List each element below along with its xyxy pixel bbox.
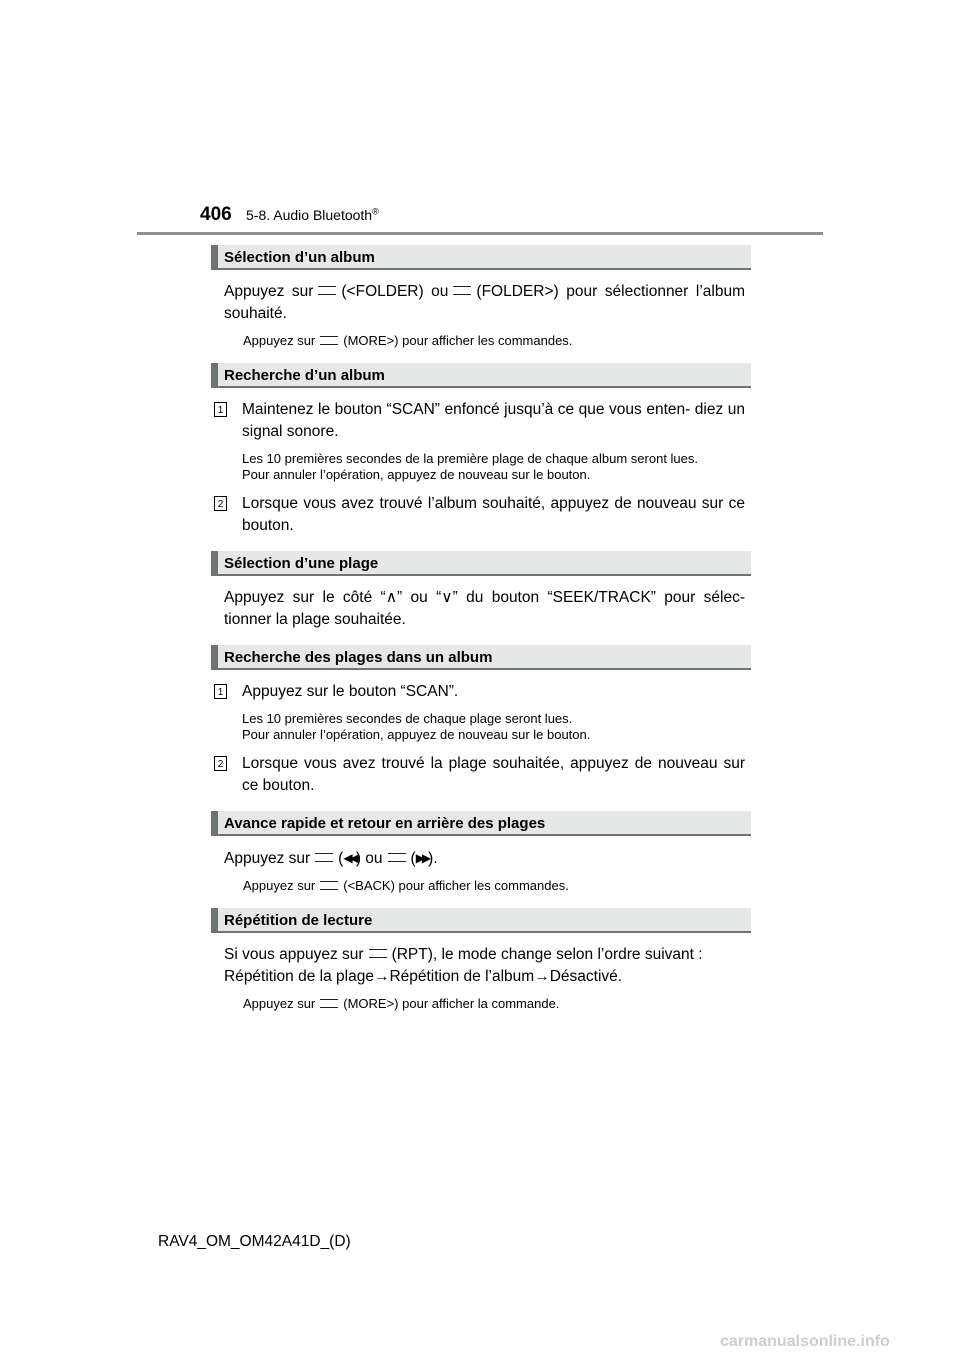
paragraph-track-select: Appuyez sur le côté “∧” ou “∨” du bouton “SEEK/TRACK” pour sélec- tionner la plage souhaitée. <box>224 589 745 628</box>
button-icon <box>318 286 336 295</box>
section-heading-fast-forward: Avance rapide et retour en arrière des plages <box>211 811 751 836</box>
step-text: Maintenez le bouton “SCAN” enfoncé jusqu’à ce que vous enten- diez un signal sonore. <box>242 401 745 440</box>
page-header <box>0 0 960 240</box>
paragraph-fast-forward <box>224 847 745 870</box>
text-span: (<BACK) pour afficher les commandes. <box>343 878 569 893</box>
section-heading-track-search: Recherche des plages dans un album <box>211 645 751 670</box>
step-number: 1 <box>214 402 227 417</box>
step-2 <box>211 493 745 537</box>
button-icon <box>320 336 338 345</box>
section-heading-track-select: Sélection d’une plage <box>211 551 751 576</box>
note-line: Pour annuler l’opération, appuyez de nouveau sur le bouton. <box>242 727 591 742</box>
step-note <box>242 711 745 743</box>
chapter-title <box>246 207 379 223</box>
text-span: ). <box>428 850 438 867</box>
registered-mark: ® <box>372 206 379 217</box>
paragraph-repeat <box>224 944 745 966</box>
step-text: Lorsque vous avez trouvé la plage souhaitée, appuyez de nouveau sur ce bouton. <box>242 755 745 794</box>
button-icon <box>320 999 338 1008</box>
text-span: ( <box>338 850 344 867</box>
page-content <box>211 245 751 1012</box>
step-text: Lorsque vous avez trouvé l’album souhaité, appuyez de nouveau sur ce bouton. <box>242 495 745 534</box>
step-number: 2 <box>214 496 227 511</box>
text-span: Appuyez sur <box>224 283 314 300</box>
button-icon <box>315 853 333 862</box>
note-fast-forward <box>243 878 745 894</box>
step-number: 1 <box>214 684 227 699</box>
step-1 <box>211 681 745 743</box>
text-span: Si vous appuyez sur <box>224 946 364 963</box>
paragraph-repeat-order: Répétition de la plage→Répétition de l’album→Désactivé. <box>224 968 623 985</box>
button-icon <box>453 286 471 295</box>
step-note <box>242 451 745 483</box>
text-span: (<FOLDER) ou <box>341 283 449 300</box>
note-album-select <box>243 333 745 349</box>
button-icon <box>388 853 406 862</box>
note-repeat <box>243 996 745 1012</box>
text-span: (MORE>) pour afficher la commande. <box>343 996 560 1011</box>
text-span: Appuyez sur <box>243 996 316 1011</box>
note-line: Les 10 premières secondes de chaque plage seront lues. <box>242 711 573 726</box>
fast-forward-icon: ▶▶ <box>415 851 429 865</box>
rewind-icon: ◀◀ <box>343 851 356 865</box>
watermark: carmanualsonline.info <box>720 1333 890 1350</box>
paragraph-album-select <box>224 281 745 325</box>
text-span: Appuyez sur <box>243 878 316 893</box>
chapter-text: 5-8. Audio Bluetooth <box>246 207 373 223</box>
step-number: 2 <box>214 756 227 771</box>
note-line: Pour annuler l’opération, appuyez de nouveau sur le bouton. <box>242 467 591 482</box>
text-span: ( <box>410 850 416 867</box>
text-span: (FOLDER>) pour sélectionner l’album souhaité. <box>224 283 745 322</box>
note-line: Les 10 premières secondes de la première plage de chaque album seront lues. <box>242 451 698 466</box>
text-span: (RPT), le mode change selon l’ordre suivant : <box>391 946 703 963</box>
text-span: (MORE>) pour afficher les commandes. <box>343 333 573 348</box>
document-code: RAV4_OM_OM42A41D_(D) <box>158 1233 351 1250</box>
section-heading-album-select: Sélection d’un album <box>211 245 751 270</box>
header-rule <box>137 232 823 235</box>
button-icon <box>369 949 387 958</box>
text-span: Appuyez sur <box>243 333 316 348</box>
button-icon <box>320 881 338 890</box>
step-1 <box>211 399 745 483</box>
step-text: Appuyez sur le bouton “SCAN”. <box>242 683 459 700</box>
text-span: ) ou <box>355 850 383 867</box>
section-heading-album-search: Recherche d’un album <box>211 363 751 388</box>
page-number: 406 <box>200 204 232 225</box>
section-heading-repeat: Répétition de lecture <box>211 908 751 933</box>
step-2 <box>211 753 745 797</box>
text-span: Appuyez sur <box>224 850 311 867</box>
